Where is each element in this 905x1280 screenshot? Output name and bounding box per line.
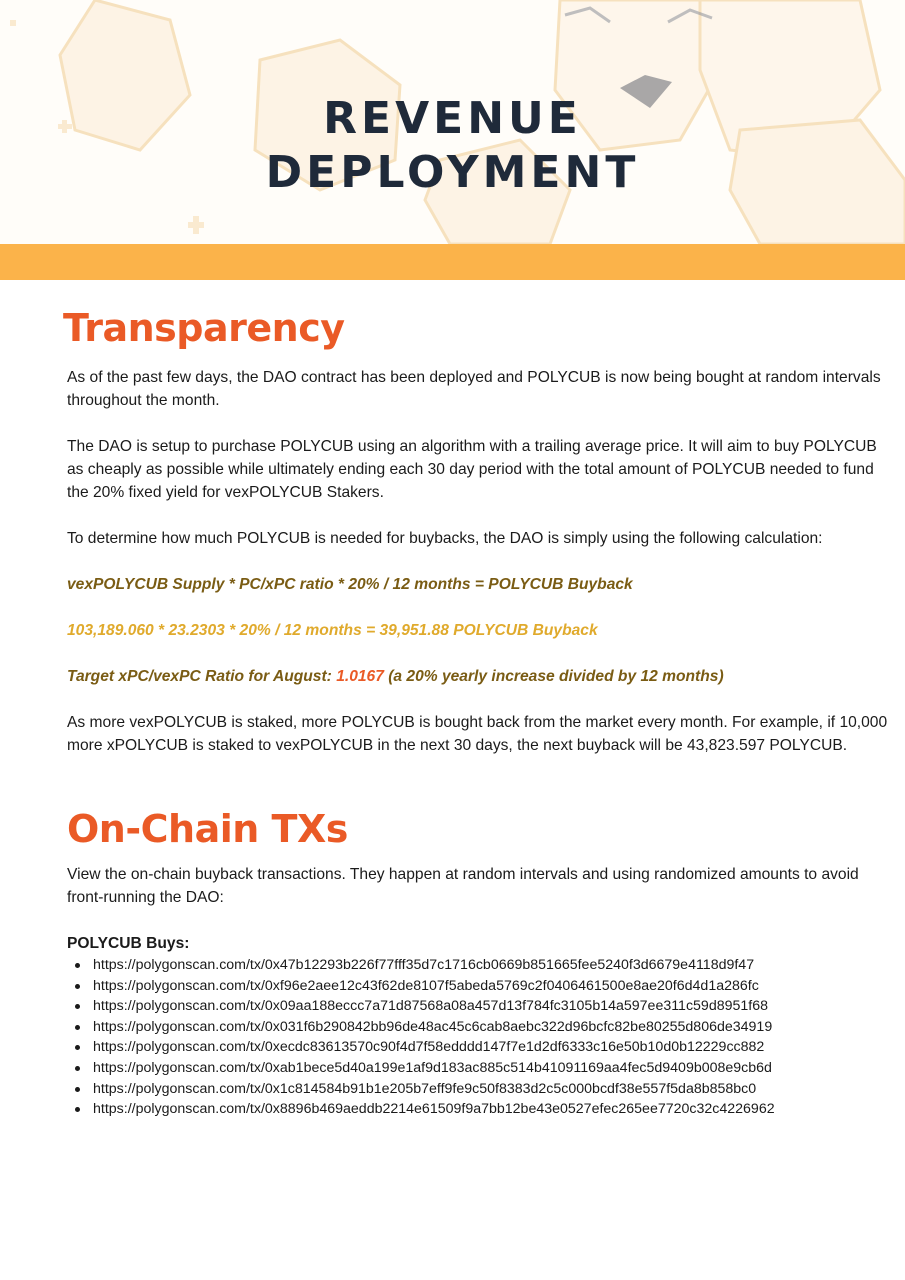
target-ratio-value: 1.0167 xyxy=(336,668,384,685)
transaction-link[interactable]: https://polygonscan.com/tx/0x031f6b290842bb96de48ac45c6cab8aebc322d96bcfc82be80255d806de34919 xyxy=(93,1018,773,1035)
transaction-link-item[interactable] xyxy=(67,1037,897,1058)
bullet-icon xyxy=(75,1107,80,1112)
transaction-link-item[interactable] xyxy=(67,996,897,1017)
transaction-link[interactable]: https://polygonscan.com/tx/0xab1bece5d40a199e1af9d183ac885c514b41091169aa4fec5d9409b008e9cb6d xyxy=(93,1059,772,1076)
transaction-link[interactable]: https://polygonscan.com/tx/0xecdc83613570c90f4d7f58edddd147f7e1d2df6333c16e50b10d0b12229cc882 xyxy=(93,1039,765,1056)
transparency-heading: Transparency xyxy=(63,306,345,350)
onchain-paragraph: View the on-chain buyback transactions. They happen at random intervals and using randomized amounts to avoid front-running the DAO: xyxy=(67,866,859,906)
transparency-paragraph-2: The DAO is setup to purchase POLYCUB using an algorithm with a trailing average price. It will aim to buy POLYCUB as cheaply as possible while ultimately ending each 30 day period with the total amount of POLYCUB needed to fund the 20% fixed yield for vexPOLYCUB Stakers. xyxy=(67,438,877,501)
target-ratio-label: Target xPC/vexPC Ratio for August: xyxy=(67,668,337,685)
transaction-link-item[interactable] xyxy=(67,1099,897,1120)
bullet-icon xyxy=(75,1025,80,1030)
transaction-link[interactable]: https://polygonscan.com/tx/0x09aa188eccc7a71d87568a08a457d13f784fc3105b14a597ee311c59d8951f68 xyxy=(93,998,768,1015)
transaction-link-list xyxy=(67,955,897,1120)
bullet-icon xyxy=(75,963,80,968)
bullet-icon xyxy=(75,1004,80,1009)
transparency-paragraph-3: To determine how much POLYCUB is needed for buybacks, the DAO is simply using the following calculation: xyxy=(67,530,823,547)
page-title xyxy=(0,92,905,200)
page-title-line-2: DEPLOYMENT xyxy=(265,147,640,198)
onchain-heading: On-Chain TXs xyxy=(67,807,348,851)
header-divider-band xyxy=(0,244,905,280)
transparency-paragraph-4: As more vexPOLYCUB is staked, more POLYCUB is bought back from the market every month. For example, if 10,000 more xPOLYCUB is staked to vexPOLYCUB in the next 30 days, the next buyback will be 43,823.597 POLYCUB. xyxy=(67,714,888,754)
transaction-link[interactable]: https://polygonscan.com/tx/0x8896b469aeddb2214e61509f9a7bb12be43e0527efec265ee7720c32c4226962 xyxy=(93,1101,775,1118)
transaction-link[interactable]: https://polygonscan.com/tx/0x47b12293b226f77fff35d7c1716cb0669b851665fee5240f3d6679e4118d9f47 xyxy=(93,957,755,973)
transaction-link-item[interactable] xyxy=(67,955,897,976)
bullet-icon xyxy=(75,984,80,989)
main-content xyxy=(63,300,897,1120)
target-ratio-note: (a 20% yearly increase divided by 12 months) xyxy=(383,668,724,685)
page-title-line-1: REVENUE xyxy=(323,93,582,144)
transaction-link-item[interactable] xyxy=(67,1058,897,1079)
target-ratio-line xyxy=(67,665,897,688)
bullet-icon xyxy=(75,1066,80,1071)
buyback-formula-values: 103,189.060 * 23.2303 * 20% / 12 months = 39,951.88 POLYCUB Buyback xyxy=(67,622,598,639)
transaction-link[interactable]: https://polygonscan.com/tx/0x1c814584b91b1e205b7eff9fe9c50f8383d2c5c000bcdf38e557f5da8b858bc0 xyxy=(93,1080,757,1097)
transaction-link-item[interactable] xyxy=(67,1079,897,1100)
bullet-icon xyxy=(75,1045,80,1050)
transparency-paragraph-1: As of the past few days, the DAO contract has been deployed and POLYCUB is now being bought at random intervals throughout the month. xyxy=(67,369,881,409)
transaction-link[interactable]: https://polygonscan.com/tx/0xf96e2aee12c43f62de8107f5abeda5769c2f0406461500e8ae20f6d4d1a286fc xyxy=(93,977,759,994)
buyback-formula: vexPOLYCUB Supply * PC/xPC ratio * 20% / 12 months = POLYCUB Buyback xyxy=(67,576,633,593)
transaction-link-item[interactable] xyxy=(67,1017,897,1038)
header-banner xyxy=(0,0,905,244)
polycub-buys-title: POLYCUB Buys: xyxy=(67,935,190,952)
bullet-icon xyxy=(75,1087,80,1092)
transaction-link-item[interactable] xyxy=(67,976,897,997)
